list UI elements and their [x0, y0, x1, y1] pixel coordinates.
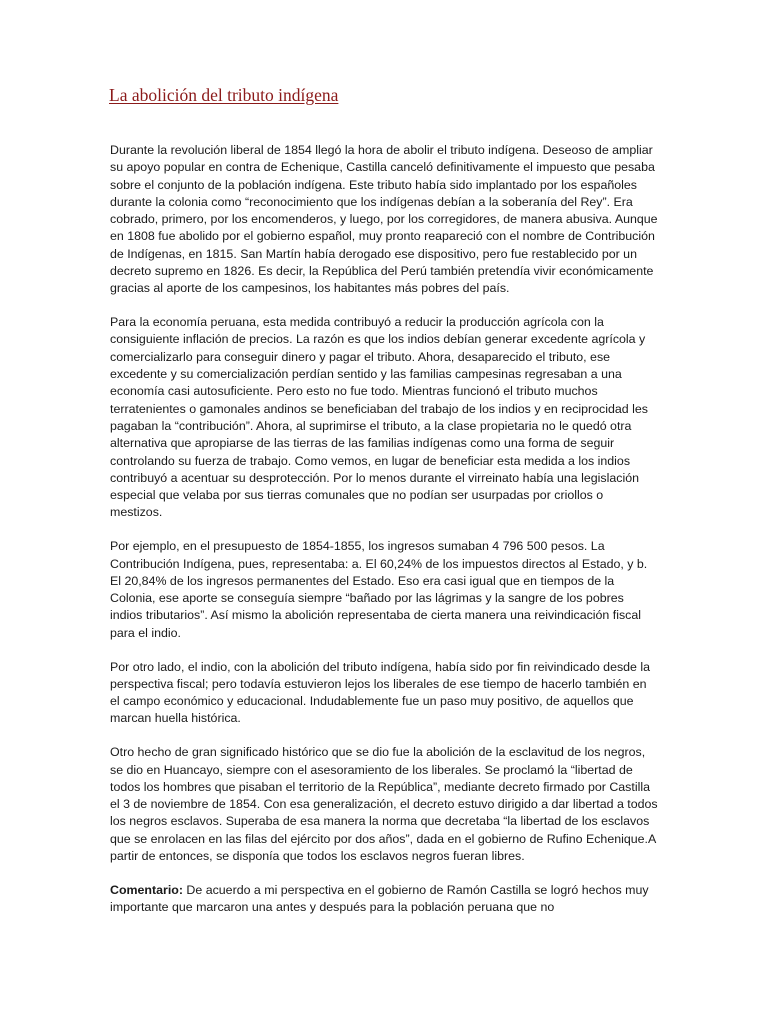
- paragraph-4: Por otro lado, el indio, con la abolición del tributo indígena, había sido por fin reivindicado desde la perspectiva fiscal; pero todavía estuvieron lejos los liberales de ese tiempo de hacerlo también en el campo económico y educacional. Indudablemente fue un paso muy positivo, de aquellos que marcan huella histórica.: [110, 659, 651, 726]
- document-title: La abolición del tributo indígena: [109, 85, 339, 105]
- paragraph-1: Durante la revolución liberal de 1854 llegó la hora de abolir el tributo indígena. Deseoso de ampliar su apoyo popular en contra de Echenique, Castilla canceló definitivamente el impuesto que pesaba sobre el conjunto de la población indígena. Este tributo había sido implantado por los españoles durante la colonia como “reconocimiento que los indígenas debían a la soberanía del Rey”. Era cobrado, primero, por los encomenderos, y luego, por los corregidores, de manera abusiva. Aunque en 1808 fue abolido por el gobierno español, muy pronto reapareció con el nombre de Contribución de Indígenas, en 1815. San Martín había derogado ese dispositivo, pero fue restablecido por un decreto supremo en 1826. Es decir, la República del Perú también pretendía vivir económicamente gracias al aporte de los campesinos, los habitantes más pobres del país.: [110, 143, 658, 296]
- paragraph-2: Para la economía peruana, esta medida contribuyó a reducir la producción agrícola con la consiguiente inflación de precios. La razón es que los indios debían generar excedente agrícola y comercializarlo para conseguir dinero y pagar el tributo. Ahora, desaparecido el tributo, ese excedente y su comercialización perdían sentido y las familias campesinas regresaban a una economía casi autosuficiente. Pero esto no fue todo. Mientras funcionó el tributo muchos terratenientes o gamonales andinos se beneficiaban del trabajo de los indios y en reciprocidad les pagaban la “contribución”. Ahora, al suprimirse el tributo, a la clase propietaria no le quedó otra alternativa que apropiarse de las tierras de las familias indígenas como una forma de seguir controlando su fuerza de trabajo. Como vemos, en lugar de beneficiar esta medida a los indios contribuyó a acentuar su desprotección. Por lo menos durante el virreinato había una legislación especial que velaba por sus tierras comunales que no podían ser usurpadas por criollos o mestizos.: [110, 315, 648, 520]
- document-body: [110, 142, 658, 933]
- comment-label: Comentario:: [110, 882, 183, 897]
- paragraph-5: Otro hecho de gran significado histórico que se dio fue la abolición de la esclavitud de los negros, se dio en Huancayo, siempre con el asesoramiento de los liberales. Se proclamó la “libertad de todos los hombres que pisaban el territorio de la República”, mediante decreto firmado por Castilla el 3 de noviembre de 1854. Con esa generalización, el decreto estuvo dirigido a dar libertad a todos los negros esclavos. Superaba de esa manera la norma que decretaba “la libertad de los esclavos que se enrolacen en las filas del ejército por dos años”, dada en el gobierno de Rufino Echenique.A partir de entonces, se disponía que todos los esclavos negros fueran libres.: [110, 745, 658, 863]
- comment-text: De acuerdo a mi perspectiva en el gobierno de Ramón Castilla se logró hechos muy importante que marcaron una antes y después para la población peruana que no: [110, 882, 649, 915]
- paragraph-3: Por ejemplo, en el presupuesto de 1854-1855, los ingresos sumaban 4 796 500 pesos. La Contribución Indígena, pues, representaba: a. El 60,24% de los impuestos directos al Estado, y b. El 20,84% de los ingresos permanentes del Estado. Eso era casi igual que en tiempos de la Colonia, ese aporte se conseguía siempre “bañado por las lágrimas y la sangre de los pobres indios tributarios”. Así mismo la abolición representaba de cierta manera una reivindicación fiscal para el indio.: [110, 539, 648, 640]
- comment-paragraph: [110, 882, 658, 917]
